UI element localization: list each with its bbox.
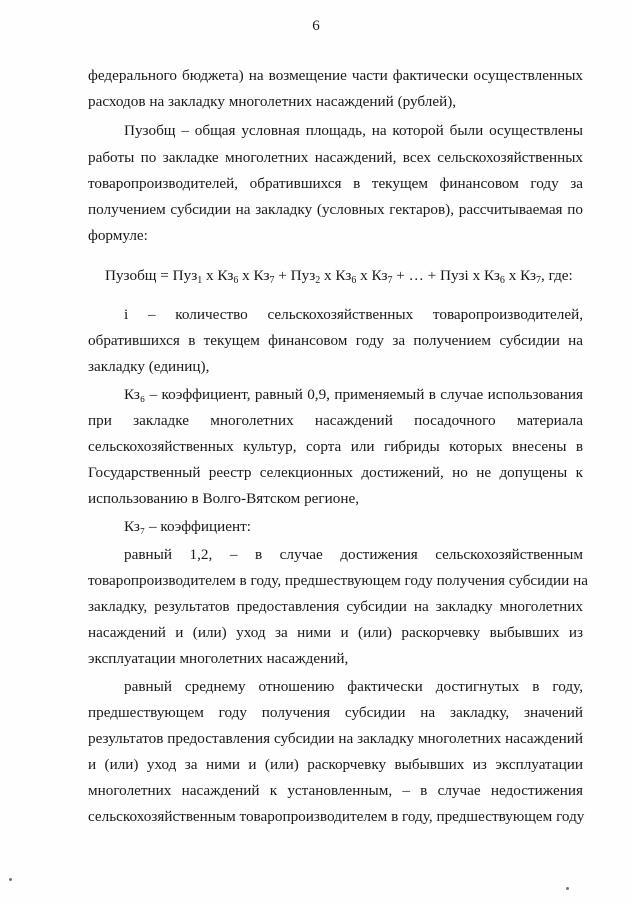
text-line: закладку (единиц),	[88, 358, 210, 375]
text-line: товаропроизводителей, обратившихся в текущем финансовом году за	[88, 175, 583, 192]
scan-speck	[566, 887, 569, 890]
text-line: Государственный реестр селекционных достижений, но не допущены к	[88, 464, 583, 481]
text-line: обратившихся в текущем финансовом году за получением субсидии на	[88, 332, 583, 349]
formula-lhs: Пузобщ	[105, 267, 157, 284]
text-line: равный 1,2, – в случае достижения сельскохозяйственным	[124, 546, 583, 563]
text-line: многолетних насаждений к установленным, – в случае недостижения	[88, 782, 583, 799]
scan-speck	[9, 878, 12, 881]
text-line: Кз₇ – коэффициент:	[124, 518, 251, 535]
text-line: сельскохозяйственных культур, сорта или гибриды которых внесены в	[88, 438, 583, 455]
text-line: i – количество сельскохозяйственных товаропроизводителей,	[124, 306, 583, 323]
text-line: эксплуатации многолетних насаждений,	[88, 650, 349, 667]
formula: Пузобщ = Пуз$_1$ x $Кз_6$ x $Кз_7 + Пуз_2$ x $Кз_6$ x $Кз_7$ + … + Пузi x $Кз_6$ x $Кз_7$, где:	[105, 267, 573, 286]
text-line: работы по закладке многолетних насаждений, всех сельскохозяйственных	[88, 149, 583, 166]
text-line: федерального бюджета) на возмещение части фактически осуществленных	[88, 67, 583, 84]
text-line: и (или) уход за ними и (или) раскорчевку выбывших из эксплуатации	[88, 756, 583, 773]
text-line: использованию в Волго-Вятском регионе,	[88, 490, 360, 507]
page-number: 6	[312, 18, 320, 34]
text-line: получением субсидии на закладку (условных гектаров), рассчитываемая по	[88, 201, 583, 218]
text-line: результатов предоставления субсидии на закладку многолетних насаждений	[88, 730, 583, 747]
text-line: Пузобщ – общая условная площадь, на которой были осуществлены	[124, 122, 583, 139]
text-line: формуле:	[88, 227, 148, 244]
text-line: Кз₆ – коэффициент, равный 0,9, применяемый в случае использования	[124, 386, 583, 403]
text-line: расходов на закладку многолетних насаждений (рублей),	[88, 93, 457, 110]
text-line: равный среднему отношению фактически достигнутых в году,	[124, 678, 583, 695]
text-line: сельскохозяйственным товаропроизводителем в году, предшествующем году	[88, 808, 585, 825]
text-line: при закладке многолетних насаждений посадочного материала	[88, 412, 583, 429]
text-line: закладку, результатов предоставления субсидии на закладку многолетних	[88, 598, 583, 615]
text-line: товаропроизводителем в году, предшествующем году получения субсидии на	[88, 572, 588, 589]
text-line: предшествующем году получения субсидии на закладку, значений	[88, 704, 583, 721]
text-line: насаждений и (или) уход за ними и (или) раскорчевку выбывших из	[88, 624, 583, 641]
